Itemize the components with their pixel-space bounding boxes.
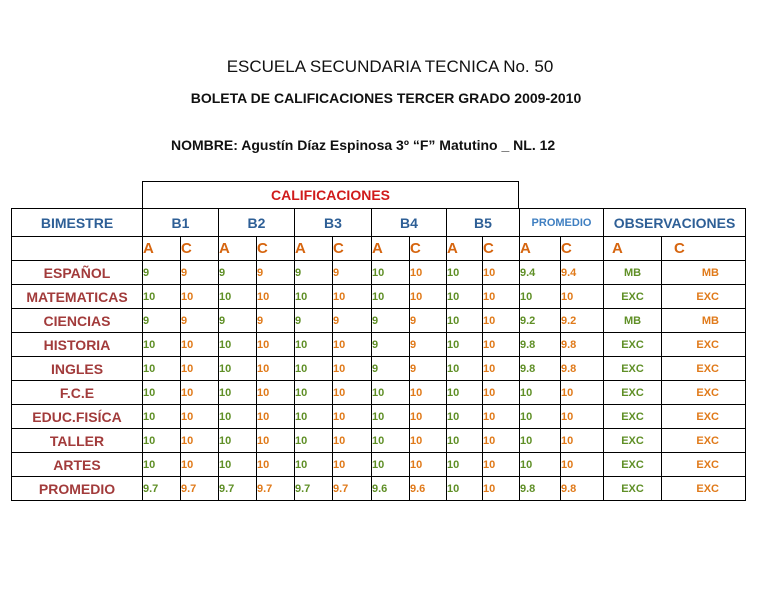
promedio-header: PROMEDIO: [520, 209, 604, 237]
grade-cell: 10: [257, 429, 295, 453]
grade-cell: 9: [181, 261, 219, 285]
grade-cell: 10: [483, 381, 520, 405]
student-info: NOMBRE: Agustín Díaz Espinosa 3º “F” Matutino _ NL. 12: [171, 137, 556, 153]
grade-cell: 10: [410, 261, 447, 285]
school-name: ESCUELA SECUNDARIA TECNICA No. 50: [226, 57, 554, 76]
a-subheader: A: [520, 237, 561, 261]
grade-cell: 9: [372, 309, 410, 333]
block-header: B4: [372, 209, 447, 237]
grade-cell: 10: [333, 333, 372, 357]
average-cell: 9.4: [520, 261, 561, 285]
observation-cell: MB: [604, 261, 662, 285]
observation-cell: EXC: [604, 357, 662, 381]
observation-cell: MB: [604, 309, 662, 333]
subject-label: EDUC.FISÍCA: [12, 405, 143, 429]
grade-cell: 10: [410, 285, 447, 309]
average-cell: 9.8: [520, 357, 561, 381]
grade-cell: 10: [295, 333, 333, 357]
a-subheader: A: [447, 237, 483, 261]
observation-cell: EXC: [604, 405, 662, 429]
ac-subheader-row: [12, 237, 746, 261]
grade-cell: 9: [257, 261, 295, 285]
grade-cell: 10: [257, 285, 295, 309]
observation-cell: EXC: [662, 357, 746, 381]
grade-cell: 10: [333, 357, 372, 381]
average-cell: 9.8: [561, 477, 604, 501]
grade-cell: 9: [295, 261, 333, 285]
grade-cell: 10: [372, 405, 410, 429]
grade-cell: 10: [257, 405, 295, 429]
grade-cell: 10: [143, 453, 181, 477]
grade-cell: 9: [181, 309, 219, 333]
average-cell: 10: [520, 381, 561, 405]
observation-cell: EXC: [604, 477, 662, 501]
grade-cell: 10: [447, 381, 483, 405]
grade-cell: 10: [219, 285, 257, 309]
grade-cell: 10: [447, 429, 483, 453]
subject-label: ARTES: [12, 453, 143, 477]
grade-cell: 10: [333, 453, 372, 477]
average-cell: 9.8: [520, 477, 561, 501]
grade-cell: 10: [372, 285, 410, 309]
c-subheader: C: [181, 237, 219, 261]
average-cell: 9.2: [520, 309, 561, 333]
grade-cell: 10: [143, 333, 181, 357]
grade-cell: 10: [483, 477, 520, 501]
observation-cell: EXC: [662, 285, 746, 309]
subject-label: HISTORIA: [12, 333, 143, 357]
average-cell: 10: [561, 429, 604, 453]
a-subheader: A: [295, 237, 333, 261]
average-cell: 10: [520, 453, 561, 477]
grade-cell: 10: [295, 285, 333, 309]
grade-cell: 9: [372, 333, 410, 357]
grade-cell: 10: [143, 357, 181, 381]
observation-cell: EXC: [662, 429, 746, 453]
grade-cell: 10: [219, 405, 257, 429]
grade-cell: 10: [257, 333, 295, 357]
table-row: [12, 309, 746, 333]
grade-cell: 9: [372, 357, 410, 381]
grade-cell: 10: [295, 453, 333, 477]
observation-cell: EXC: [662, 453, 746, 477]
average-cell: 9.4: [561, 261, 604, 285]
average-cell: 10: [520, 405, 561, 429]
grade-cell: 10: [181, 453, 219, 477]
grade-cell: 10: [483, 405, 520, 429]
average-cell: 10: [561, 453, 604, 477]
grade-cell: 10: [295, 357, 333, 381]
grade-cell: 10: [295, 405, 333, 429]
grade-cell: 10: [181, 381, 219, 405]
subject-label: TALLER: [12, 429, 143, 453]
grade-cell: 9: [219, 309, 257, 333]
grades-table: [11, 208, 746, 501]
average-cell: 9.8: [561, 333, 604, 357]
a-subheader: A: [219, 237, 257, 261]
grade-cell: 9: [143, 261, 181, 285]
grade-cell: 10: [483, 333, 520, 357]
subject-label: ESPAÑOL: [12, 261, 143, 285]
grade-cell: 9: [410, 309, 447, 333]
a-subheader: A: [604, 237, 662, 261]
observation-cell: EXC: [604, 333, 662, 357]
grade-cell: 10: [333, 429, 372, 453]
grade-cell: 10: [372, 453, 410, 477]
table-row: [12, 477, 746, 501]
grade-cell: 9.6: [372, 477, 410, 501]
subject-label: PROMEDIO: [12, 477, 143, 501]
grade-cell: 10: [219, 333, 257, 357]
grade-cell: 9.6: [410, 477, 447, 501]
c-subheader: C: [483, 237, 520, 261]
table-row: [12, 381, 746, 405]
empty-cell: [12, 237, 143, 261]
grade-cell: 10: [181, 285, 219, 309]
observation-cell: EXC: [662, 381, 746, 405]
a-subheader: A: [143, 237, 181, 261]
grade-cell: 10: [143, 381, 181, 405]
grade-cell: 10: [219, 429, 257, 453]
calificaciones-header: CALIFICACIONES: [142, 181, 519, 208]
average-cell: 10: [561, 381, 604, 405]
grade-cell: 10: [447, 261, 483, 285]
grade-cell: 10: [447, 405, 483, 429]
table-row: [12, 285, 746, 309]
grade-cell: 10: [181, 405, 219, 429]
observation-cell: EXC: [604, 453, 662, 477]
grade-cell: 9: [295, 309, 333, 333]
grade-cell: 10: [295, 381, 333, 405]
grade-cell: 10: [410, 429, 447, 453]
grade-cell: 10: [483, 309, 520, 333]
grade-cell: 10: [447, 453, 483, 477]
c-subheader: C: [662, 237, 746, 261]
grade-cell: 10: [257, 453, 295, 477]
subject-label: MATEMATICAS: [12, 285, 143, 309]
observation-cell: MB: [662, 309, 746, 333]
grade-cell: 9: [143, 309, 181, 333]
c-subheader: C: [257, 237, 295, 261]
grade-cell: 9: [333, 309, 372, 333]
grade-cell: 10: [219, 453, 257, 477]
block-header: B5: [447, 209, 520, 237]
block-header: B3: [295, 209, 372, 237]
grade-cell: 9.7: [181, 477, 219, 501]
grade-cell: 10: [333, 405, 372, 429]
grade-cell: 9: [410, 357, 447, 381]
grade-cell: 10: [219, 357, 257, 381]
grade-cell: 10: [143, 285, 181, 309]
grade-cell: 10: [447, 309, 483, 333]
grade-cell: 10: [143, 405, 181, 429]
grade-cell: 10: [372, 381, 410, 405]
grade-cell: 10: [483, 429, 520, 453]
grade-cell: 9.7: [333, 477, 372, 501]
average-cell: 10: [561, 405, 604, 429]
grade-cell: 10: [295, 429, 333, 453]
grade-cell: 10: [143, 429, 181, 453]
bimestre-header: BIMESTRE: [12, 209, 143, 237]
grade-cell: 10: [257, 381, 295, 405]
grade-cell: 10: [219, 381, 257, 405]
grade-cell: 10: [447, 357, 483, 381]
grade-cell: 10: [333, 285, 372, 309]
average-cell: 10: [520, 285, 561, 309]
grade-cell: 10: [483, 453, 520, 477]
subject-label: CIENCIAS: [12, 309, 143, 333]
grade-cell: 10: [447, 477, 483, 501]
grade-cell: 10: [372, 261, 410, 285]
observation-cell: EXC: [604, 285, 662, 309]
average-cell: 9.2: [561, 309, 604, 333]
grade-cell: 10: [333, 381, 372, 405]
grade-cell: 10: [447, 285, 483, 309]
observation-cell: EXC: [662, 405, 746, 429]
table-row: [12, 429, 746, 453]
average-cell: 9.8: [520, 333, 561, 357]
grade-cell: 10: [257, 357, 295, 381]
a-subheader: A: [372, 237, 410, 261]
average-cell: 10: [561, 285, 604, 309]
average-cell: 10: [520, 429, 561, 453]
observation-cell: EXC: [604, 429, 662, 453]
grade-cell: 10: [181, 429, 219, 453]
observation-cell: EXC: [662, 333, 746, 357]
observation-cell: EXC: [662, 477, 746, 501]
grade-cell: 9: [257, 309, 295, 333]
grade-cell: 10: [372, 429, 410, 453]
report-subtitle: BOLETA DE CALIFICACIONES TERCER GRADO 2009-2010: [190, 90, 582, 106]
table-row: [12, 453, 746, 477]
block-header: B2: [219, 209, 295, 237]
grade-cell: 10: [181, 357, 219, 381]
grade-cell: 10: [447, 333, 483, 357]
grade-cell: 10: [410, 405, 447, 429]
table-row: [12, 357, 746, 381]
grade-cell: 10: [483, 357, 520, 381]
c-subheader: C: [333, 237, 372, 261]
grade-cell: 9: [219, 261, 257, 285]
observation-cell: MB: [662, 261, 746, 285]
table-row: [12, 405, 746, 429]
observation-cell: EXC: [604, 381, 662, 405]
grade-cell: 10: [181, 333, 219, 357]
table-row: [12, 261, 746, 285]
block-header: B1: [143, 209, 219, 237]
grade-cell: 10: [410, 453, 447, 477]
grade-cell: 9.7: [295, 477, 333, 501]
table-row: [12, 333, 746, 357]
average-cell: 9.8: [561, 357, 604, 381]
grade-cell: 9: [410, 333, 447, 357]
grade-cell: 9: [333, 261, 372, 285]
table-header-row: [12, 209, 746, 237]
c-subheader: C: [561, 237, 604, 261]
c-subheader: C: [410, 237, 447, 261]
subject-label: F.C.E: [12, 381, 143, 405]
grade-cell: 9.7: [257, 477, 295, 501]
grade-cell: 10: [483, 285, 520, 309]
grade-cell: 10: [483, 261, 520, 285]
subject-label: INGLES: [12, 357, 143, 381]
grade-cell: 9.7: [143, 477, 181, 501]
observaciones-header: OBSERVACIONES: [604, 209, 746, 237]
grade-cell: 9.7: [219, 477, 257, 501]
grade-cell: 10: [410, 381, 447, 405]
